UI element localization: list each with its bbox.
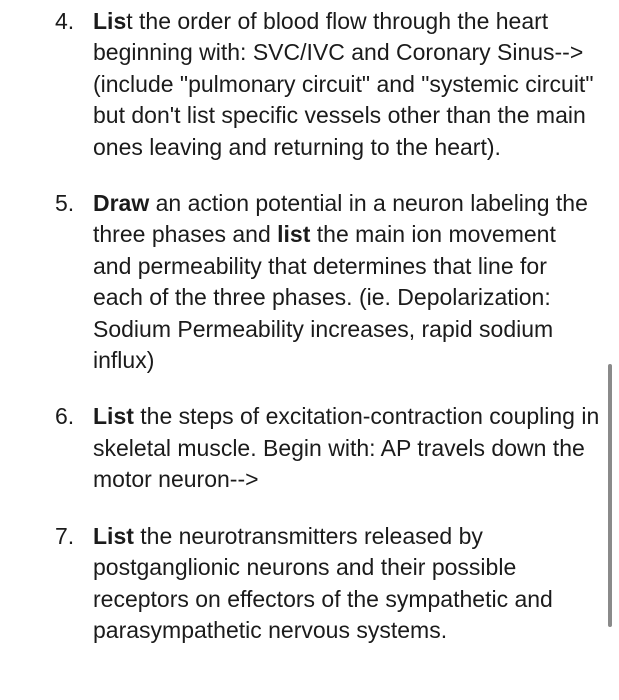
emphasis-verb: List bbox=[93, 403, 134, 430]
question-4 bbox=[0, 6, 600, 163]
question-7 bbox=[0, 521, 600, 647]
question-text bbox=[93, 521, 600, 647]
question-6 bbox=[0, 401, 600, 495]
question-text bbox=[93, 188, 600, 376]
question-list bbox=[0, 6, 600, 646]
emphasis-verb: Lis bbox=[93, 8, 127, 34]
question-body: the steps of excitation-contraction coupling in skeletal muscle. Begin with: AP travels down the motor neuron--> bbox=[93, 403, 600, 493]
question-body: t the order of blood flow through the heart beginning with: SVC/IVC and Coronary Sinus--> (include "pulmonary circuit" and "systemic circuit" but don't list specific vessels other than the main ones leaving and returning to the heart). bbox=[93, 8, 594, 160]
emphasis-verb: list bbox=[277, 221, 311, 248]
question-number: 4. bbox=[55, 8, 75, 34]
vertical-scrollbar[interactable] bbox=[608, 364, 612, 627]
question-number: 5. bbox=[55, 190, 75, 217]
question-body: the main ion movement and permeability that determines that line for each of the three phases. (ie. Depolarization: Sodium Permeability increases, rapid sodium influx) bbox=[93, 221, 556, 374]
emphasis-verb: Draw bbox=[93, 190, 150, 217]
question-5 bbox=[0, 188, 600, 376]
question-number: 7. bbox=[55, 522, 75, 549]
question-text bbox=[93, 401, 600, 495]
emphasis-verb: List bbox=[93, 522, 134, 549]
question-text bbox=[93, 6, 600, 163]
question-number: 6. bbox=[55, 403, 75, 430]
question-body: the neurotransmitters released by postganglionic neurons and their possible receptors on effectors of the sympathetic and parasympathetic nervous systems. bbox=[93, 522, 553, 643]
question-body: an action potential in a neuron labeling the three phases and bbox=[93, 190, 588, 248]
